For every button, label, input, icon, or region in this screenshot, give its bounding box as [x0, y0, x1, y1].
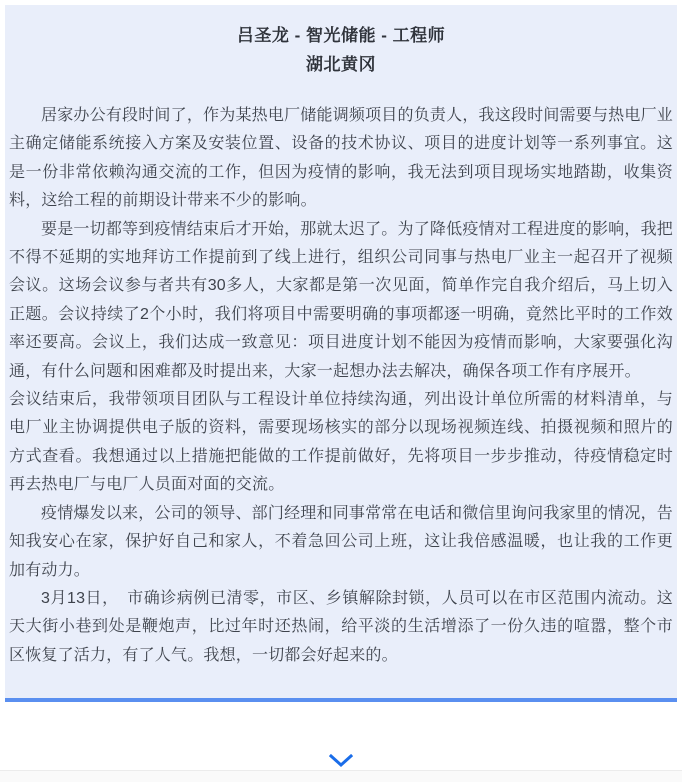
location-subtitle: 湖北黄冈 [306, 55, 376, 74]
chevron-down-icon [329, 754, 353, 768]
paragraph-5: 3月13日， 市确诊病例已清零，市区、乡镇解除封锁，人员可以在市区范围内流动。这天大街小巷到处是鞭炮声，比过年时还热闹，给平淡的生活增添了一份久违的喧嚣，整个市区恢复了活力，有了人气。我想，一切都会好起来的。 [9, 589, 673, 664]
paragraph-1: 居家办公有段时间了，作为某热电厂储能调频项目的负责人，我这段时间需要与热电厂业主确定储能系统接入方案及安装位置、设备的技术协议、项目的进度计划等一系列事宜。这是一份非常依赖沟通交流的工作，但因为疫情的影响，我无法到项目现场实地踏勘，收集资料，这给工程的前期设计带来不少的影响。 [9, 107, 673, 210]
page-title: 吕圣龙 - 智光储能 - 工程师 [236, 26, 446, 45]
paragraph-2: 要是一切都等到疫情结束后才开始，那就太迟了。为了降低疫情对工程进度的影响，我把不得不延期的实地拜访工作提前到了线上进行，组织公司同事与热电厂业主一起召开了视频会议。这场会议参与者共有30多人，大家都是第一次见面，简单作完自我介绍后，马上切入正题。会议持续了2个小时，我们将项目中需要明确的事项都逐一明确，竟然比平时的工作效率还要高。会议上，我们达成一致意见：项目进度计划不能因为疫情而影响，大家要强化沟通，有什么问题和困难都及时提出来，大家一起想办法去解决，确保各项工作有序展开。 [9, 220, 673, 380]
next-section-divider [0, 770, 682, 782]
paragraph-4: 疫情爆发以来，公司的领导、部门经理和同事常常在电话和微信里询问我家里的情况，告知我安心在家，保护好自己和家人，不着急回公司上班，这让我倍感温暖，也让我的工作更加有动力。 [9, 504, 673, 579]
expand-button[interactable] [329, 754, 353, 768]
testimonial-card [5, 5, 677, 702]
expand-area [0, 702, 682, 770]
article-body [9, 102, 673, 670]
paragraph-3: 会议结束后，我带领项目团队与工程设计单位持续沟通，列出设计单位所需的材料清单，与电厂业主协调提供电子版的资料，需要现场核实的部分以现场视频连线、拍摄视频和照片的方式查看。我想通过以上措施把能做的工作提前做好，先将项目一步步推动，待疫情稳定时再去热电厂与电厂人员面对面的交流。 [9, 391, 673, 494]
